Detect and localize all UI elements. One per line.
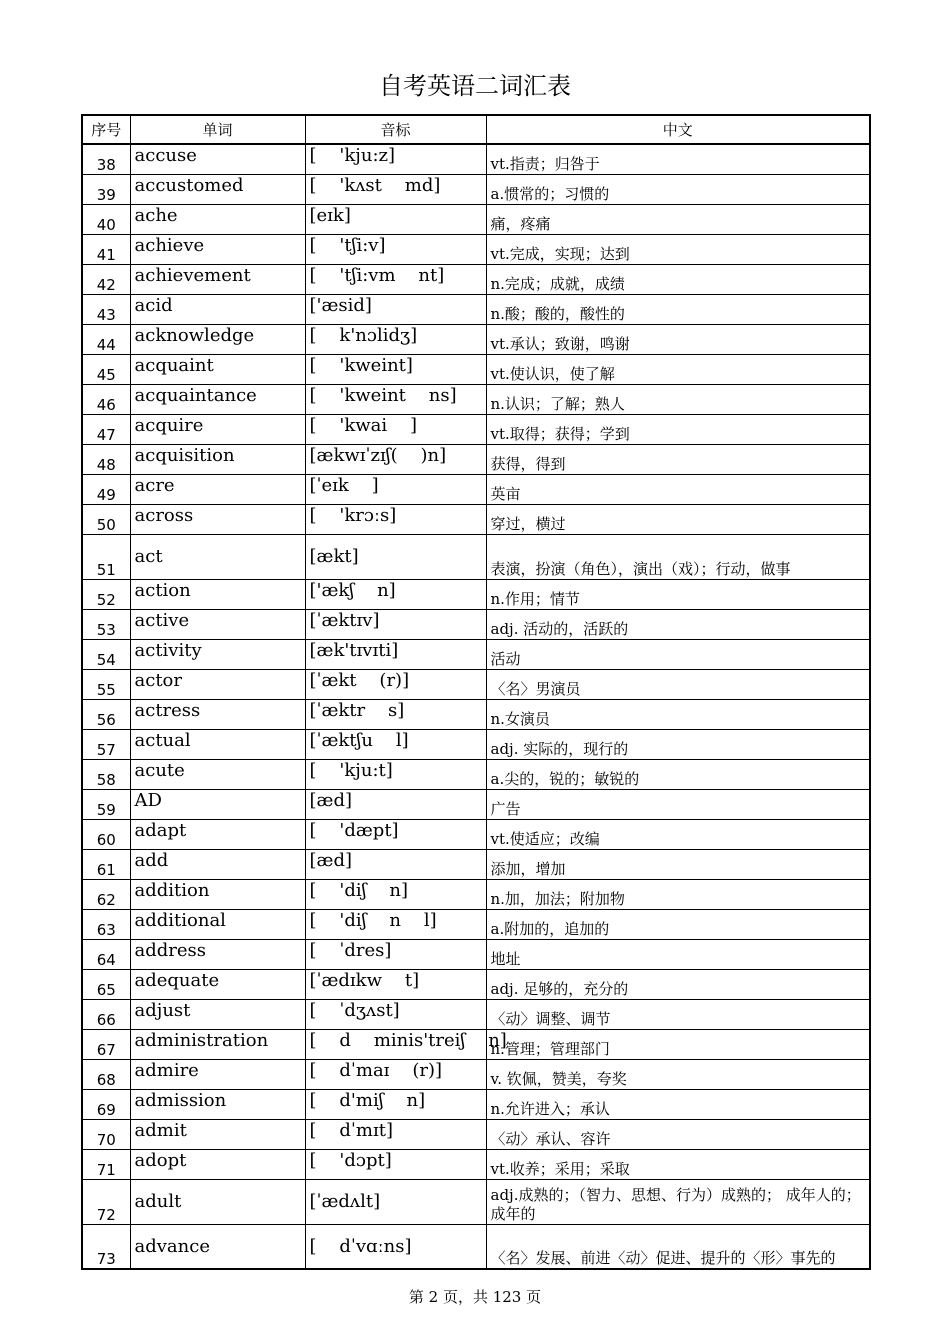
row-chinese: n.加，加法；附加物 (486, 879, 870, 909)
table-header-row (82, 115, 870, 144)
row-phonetic: [ 'kwai ] (305, 414, 486, 444)
table-row (82, 729, 870, 759)
row-number: 49 (82, 474, 130, 504)
row-number: 38 (82, 144, 130, 174)
row-phonetic: [ˈeɪk ] (305, 474, 486, 504)
row-number: 51 (82, 534, 130, 579)
row-word: admit (130, 1119, 305, 1149)
table-row (82, 1179, 870, 1224)
row-chinese: adj. 实际的，现行的 (486, 729, 870, 759)
row-number: 64 (82, 939, 130, 969)
row-number: 66 (82, 999, 130, 1029)
row-chinese: 〈名〉发展、前进〈动〉促进、提升的〈形〉事先的 (486, 1224, 870, 1269)
table-row (82, 174, 870, 204)
table-row (82, 1029, 870, 1059)
row-word: accuse (130, 144, 305, 174)
row-word: actress (130, 699, 305, 729)
table-row (82, 474, 870, 504)
row-phonetic: ['ækʃ n] (305, 579, 486, 609)
row-phonetic: [eɪk] (305, 204, 486, 234)
row-phonetic: [ d minis'treiʃ n] (305, 1029, 486, 1059)
row-chinese: 表演，扮演（角色），演出（戏）；行动，做事 (486, 534, 870, 579)
row-word: acknowledge (130, 324, 305, 354)
row-phonetic: [ˈækt (r)] (305, 669, 486, 699)
row-word: AD (130, 789, 305, 819)
table-row (82, 609, 870, 639)
table-row (82, 264, 870, 294)
row-number: 48 (82, 444, 130, 474)
row-number: 44 (82, 324, 130, 354)
row-phonetic: [ 'diʃ n l] (305, 909, 486, 939)
row-number: 54 (82, 639, 130, 669)
row-number: 57 (82, 729, 130, 759)
page-footer: 第 2 页，共 123 页 (408, 1288, 542, 1306)
row-number: 70 (82, 1119, 130, 1149)
row-word: ache (130, 204, 305, 234)
row-word: acquaint (130, 354, 305, 384)
row-chinese: n.酸；酸的，酸性的 (486, 294, 870, 324)
row-number: 40 (82, 204, 130, 234)
row-word: adult (130, 1179, 305, 1224)
row-number: 63 (82, 909, 130, 939)
row-word: addition (130, 879, 305, 909)
page-title: 自考英语二词汇表 (379, 72, 571, 100)
row-phonetic: ['æsid] (305, 294, 486, 324)
row-number: 56 (82, 699, 130, 729)
table-row (82, 879, 870, 909)
header-chinese: 中文 (486, 115, 870, 144)
row-number: 52 (82, 579, 130, 609)
row-chinese: n.完成；成就，成绩 (486, 264, 870, 294)
table-row (82, 534, 870, 579)
table-row (82, 324, 870, 354)
row-chinese: 获得，得到 (486, 444, 870, 474)
row-phonetic: [ 'diʃ n] (305, 879, 486, 909)
row-number: 71 (82, 1149, 130, 1179)
table-row (82, 1119, 870, 1149)
row-number: 47 (82, 414, 130, 444)
table-row (82, 819, 870, 849)
header-phonetic: 音标 (305, 115, 486, 144)
table-row (82, 504, 870, 534)
row-number: 46 (82, 384, 130, 414)
row-phonetic: [æd] (305, 849, 486, 879)
row-number: 67 (82, 1029, 130, 1059)
row-word: additional (130, 909, 305, 939)
table-row (82, 849, 870, 879)
row-chinese: a.附加的，追加的 (486, 909, 870, 939)
row-chinese: 痛，疼痛 (486, 204, 870, 234)
row-number: 72 (82, 1179, 130, 1224)
table-row (82, 939, 870, 969)
row-word: accustomed (130, 174, 305, 204)
row-phonetic: [ˈædɪkw t] (305, 969, 486, 999)
row-number: 45 (82, 354, 130, 384)
row-chinese: vt.收养；采用；采取 (486, 1149, 870, 1179)
row-chinese: adj. 活动的，活跃的 (486, 609, 870, 639)
row-chinese: n.允许进入；承认 (486, 1089, 870, 1119)
table-row (82, 1224, 870, 1269)
table-row (82, 384, 870, 414)
table-body (82, 144, 870, 1269)
table-row (82, 789, 870, 819)
row-phonetic: [ 'krɔːs] (305, 504, 486, 534)
row-number: 39 (82, 174, 130, 204)
row-word: acute (130, 759, 305, 789)
row-word: active (130, 609, 305, 639)
row-chinese: n.女演员 (486, 699, 870, 729)
row-phonetic: [ˈæktr s] (305, 699, 486, 729)
table-row (82, 204, 870, 234)
row-phonetic: [ dˈmaɪ (r)] (305, 1059, 486, 1089)
table-row (82, 909, 870, 939)
row-chinese: n.认识；了解；熟人 (486, 384, 870, 414)
table-row (82, 414, 870, 444)
row-phonetic: [æd] (305, 789, 486, 819)
table-row (82, 1149, 870, 1179)
table-row (82, 1059, 870, 1089)
row-chinese: 添加，增加 (486, 849, 870, 879)
row-number: 69 (82, 1089, 130, 1119)
row-chinese: 〈动〉承认、容许 (486, 1119, 870, 1149)
row-chinese: vt.承认；致谢，鸣谢 (486, 324, 870, 354)
row-phonetic: [ 'kweint] (305, 354, 486, 384)
row-word: acid (130, 294, 305, 324)
row-phonetic: [ d'miʃ n] (305, 1089, 486, 1119)
row-word: admission (130, 1089, 305, 1119)
row-chinese: adj. 足够的，充分的 (486, 969, 870, 999)
row-phonetic: [ ˈdʒʌst] (305, 999, 486, 1029)
row-chinese: 英亩 (486, 474, 870, 504)
row-phonetic: [ˈædʌlt] (305, 1179, 486, 1224)
row-number: 61 (82, 849, 130, 879)
row-chinese: v. 钦佩，赞美，夸奖 (486, 1059, 870, 1089)
row-number: 53 (82, 609, 130, 639)
table-row (82, 999, 870, 1029)
row-word: add (130, 849, 305, 879)
row-phonetic: [ dˈmɪt] (305, 1119, 486, 1149)
row-phonetic: [ 'kʌst md] (305, 174, 486, 204)
row-word: achieve (130, 234, 305, 264)
table-row (82, 969, 870, 999)
row-number: 68 (82, 1059, 130, 1089)
row-word: achievement (130, 264, 305, 294)
table-row (82, 234, 870, 264)
row-number: 42 (82, 264, 130, 294)
row-word: across (130, 504, 305, 534)
row-chinese: 活动 (486, 639, 870, 669)
row-phonetic: [ 'kweint ns] (305, 384, 486, 414)
row-number: 41 (82, 234, 130, 264)
row-word: advance (130, 1224, 305, 1269)
row-number: 65 (82, 969, 130, 999)
row-word: adopt (130, 1149, 305, 1179)
row-chinese: vt.完成，实现；达到 (486, 234, 870, 264)
row-word: adequate (130, 969, 305, 999)
row-chinese: vt.使认识，使了解 (486, 354, 870, 384)
row-word: acquisition (130, 444, 305, 474)
header-word: 单词 (130, 115, 305, 144)
table-row (82, 294, 870, 324)
table-row (82, 354, 870, 384)
row-phonetic: [ 'dæpt] (305, 819, 486, 849)
row-number: 62 (82, 879, 130, 909)
row-word: address (130, 939, 305, 969)
row-word: acquire (130, 414, 305, 444)
row-phonetic: [ 'tʃi:vm nt] (305, 264, 486, 294)
row-chinese: n.管理；管理部门 (486, 1029, 870, 1059)
row-number: 73 (82, 1224, 130, 1269)
row-phonetic: [æk'tɪvɪti] (305, 639, 486, 669)
row-chinese: n.作用；情节 (486, 579, 870, 609)
row-word: actual (130, 729, 305, 759)
row-number: 60 (82, 819, 130, 849)
row-word: acre (130, 474, 305, 504)
row-chinese: adj.成熟的；（智力、思想、行为）成熟的； 成年人的； 成年的 (486, 1179, 870, 1224)
row-chinese: 穿过，横过 (486, 504, 870, 534)
row-chinese: a.尖的，锐的；敏锐的 (486, 759, 870, 789)
row-chinese: 地址 (486, 939, 870, 969)
row-phonetic: [ˈæktɪv] (305, 609, 486, 639)
row-chinese: a.惯常的；习惯的 (486, 174, 870, 204)
row-chinese: vt.使适应；改编 (486, 819, 870, 849)
table-row (82, 144, 870, 174)
row-chinese: 广告 (486, 789, 870, 819)
row-phonetic: [ 'kju:t] (305, 759, 486, 789)
row-word: actor (130, 669, 305, 699)
table-row (82, 639, 870, 669)
table-row (82, 759, 870, 789)
row-chinese: vt.指责；归咎于 (486, 144, 870, 174)
table-row (82, 699, 870, 729)
row-word: admire (130, 1059, 305, 1089)
row-phonetic: [ˈæktʃu l] (305, 729, 486, 759)
header-number: 序号 (82, 115, 130, 144)
row-phonetic: [ækt] (305, 534, 486, 579)
row-chinese: 〈动〉调整、调节 (486, 999, 870, 1029)
row-number: 55 (82, 669, 130, 699)
row-word: adapt (130, 819, 305, 849)
row-word: action (130, 579, 305, 609)
row-chinese: 〈名〉男演员 (486, 669, 870, 699)
row-word: acquaintance (130, 384, 305, 414)
table-row (82, 669, 870, 699)
row-number: 59 (82, 789, 130, 819)
row-chinese: vt.取得；获得；学到 (486, 414, 870, 444)
row-phonetic: [ ˈdres] (305, 939, 486, 969)
vocabulary-table (81, 114, 871, 1270)
row-word: administration (130, 1029, 305, 1059)
row-phonetic: [ dˈvɑːns] (305, 1224, 486, 1269)
row-number: 50 (82, 504, 130, 534)
row-word: adjust (130, 999, 305, 1029)
row-phonetic: [ 'tʃi:v] (305, 234, 486, 264)
row-word: act (130, 534, 305, 579)
row-number: 43 (82, 294, 130, 324)
row-phonetic: [ 'dɔpt] (305, 1149, 486, 1179)
row-word: activity (130, 639, 305, 669)
row-phonetic: [ k'nɔlidʒ] (305, 324, 486, 354)
row-phonetic: [ækwɪˈzɪʃ( )n] (305, 444, 486, 474)
table-row (82, 579, 870, 609)
row-phonetic: [ 'kju:z] (305, 144, 486, 174)
table-row (82, 444, 870, 474)
row-number: 58 (82, 759, 130, 789)
table-row (82, 1089, 870, 1119)
